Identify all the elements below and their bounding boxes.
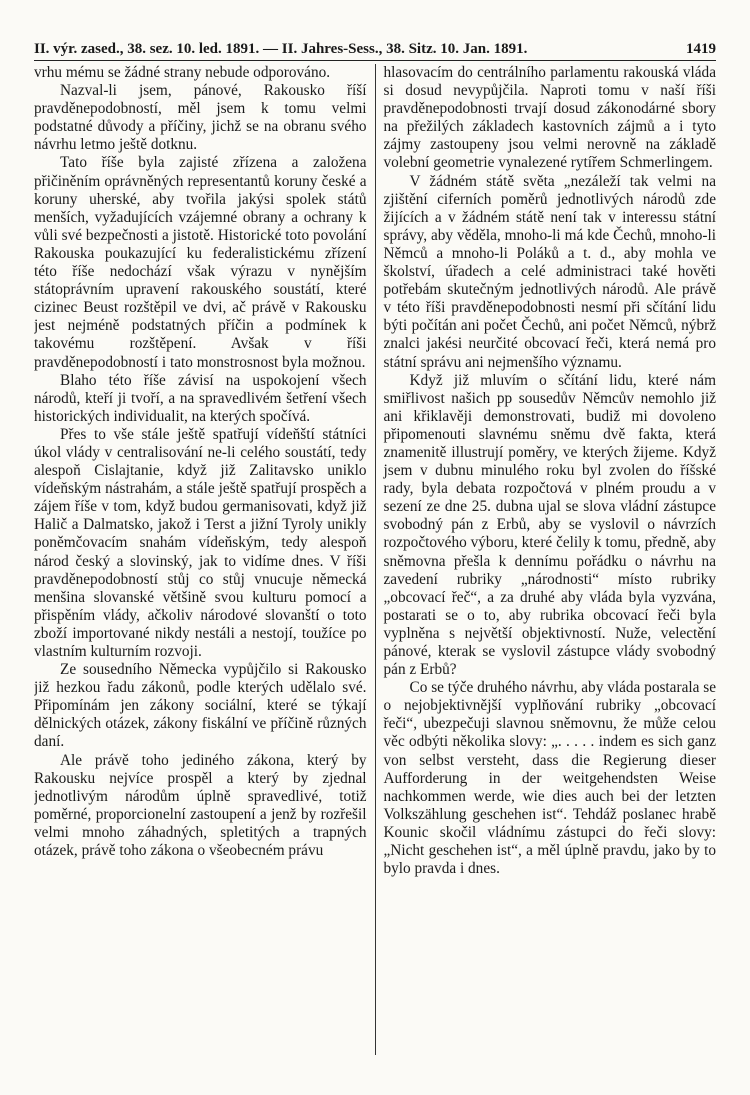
paragraph: Nazval-li jsem, pánové, Rakousko říší pravděnepodobností, měl jsem k tomu velmi podstatné důvody a příčiny, jichž se na obranu svého návrhu letmo ještě dotknu. [34, 82, 367, 154]
text-columns [34, 64, 716, 1055]
left-column [34, 64, 375, 1055]
page-number: 1419 [686, 41, 716, 57]
paragraph: Ale právě toho jediného zákona, který by Rakousku nejvíce prospěl a který by zjednal jednotlivým národům úplně spravedlivé, totiž poměrné, proporcionelní zastoupení a jenž by rozřešil velmi mnoho záhadných, spletitých a trapných otázek, právě toho zákona o všeobecném právu [34, 751, 367, 860]
paragraph: Ze sousedního Německa vypůjčilo si Rakousko již hezkou řadu zákonů, podle kterých udělalo své. Připomínám jen zákony sociální, které se týkají dělnických otázek, zákony fiskální ve příčině různých daní. [34, 661, 367, 751]
right-column [375, 64, 717, 1055]
header-title: II. výr. zased., 38. sez. 10. led. 1891. — II. Jahres-Sess., 38. Sitz. 10. Jan. 1891. [34, 41, 528, 57]
paragraph: Tato říše byla zajisté zřízena a založena přičiněním oprávněných representantů koruny české a koruny uherské, aby tvořila jakýsi spolek států menších, vyžadujících vzájemné obrany a ochrany k vůli své bezpečnosti a jistotě. Historické toto povolání Rakouska poukazující ku federalistickému zřízení této říše nedochází však výrazu v nynějším státoprávním upravení rakouského soustátí, které cizinec Beust rozštěpil ve dvi, ač právě v Rakousku jest nejméně podstatných příčin a podmínek k takovému rozštěpení. Avšak v říši pravděnepodobností i tato monstrosnost byla možnou. [34, 154, 367, 371]
paragraph: Blaho této říše závisí na uspokojení všech národů, kteří ji tvoří, a na spravedlivém šetření všech historických individualit, na kterých spočívá. [34, 371, 367, 425]
paragraph: hlasovacím do centrálního parlamentu rakouská vláda si dosud nevypůjčila. Naproti tomu v naší říši pravděnepodobnosti trvají dosud zákonodárné sbory na přežilých základech kastovních zájmů a i tyto zájmy zastoupeny jsou velmi nerovně na základě volební geometrie vynalezené rytířem Schmerlingem. [383, 64, 716, 172]
paragraph: Co se týče druhého návrhu, aby vláda postarala se o nejobjektivnější vyplňování rubriky „obcovací řeči“, ubezpečuji slavnou sněmovnu, že může celou věc odbýti několika slovy: „. . . . . indem es sich ganz von selbst versteht, dass die Regierung dieser Aufforderung in der weitgehendsten Weise nachkommen werde, wie dies auch bei der letzten Volkszählung geschehen ist“. Tehdáž poslanec hrabě Kounic skočil vládnímu zástupci do řeči slovy: „Nicht geschehen ist“, a měl úplně pravdu, jako by to bylo pravda i dnes. [383, 679, 716, 878]
paragraph: V žádném státě světa „nezáleží tak velmi na zjištění ciferních poměrů jednotlivých národů zde žijících a v žádném státě není tak v interessu státní správy, aby věděla, mnoho-li má kde Čechů, mnoho-li Němců a mnoho-li Poláků a t. d., aby mohla ve školství, úřadech a celé administraci také hověti potřebám skutečným jednotlivých národů. Ale právě v této říši pravděnepodobnosti nesmí při sčítání lidu býti počítán ani počet Čechů, ani počet Němců, nýbrž znalci jakési neurčité obcovací řeči, která nemá pro státní správu ani nejmenšího významu. [383, 172, 716, 371]
page-header [34, 36, 716, 61]
paragraph: vrhu mému se žádné strany nebude odporováno. [34, 64, 331, 81]
paragraph: Když již mluvím o sčítání lidu, které nám smiřlivost našich pp sousedův Němcův nemohlo již ani křiklavěji demonstrovati, budiž mi dovoleno připomenouti slavnému sněmu dvě fakta, která znamenitě illustrují poměry, ve kterých žijeme. Když jsem v dubnu minulého roku byl zvolen do říšské rady, byla debata rozpočtová v plném proudu a v sezení ze dne 25. dubna ujal se slova vládní zástupce svobodný pán z Erbů, aby se vyslovil o návrzích rozpočtového výboru, které čelily k tomu, předně, aby sněmovna přešla k dennímu pořádku o návrhu na zavedení rubriky „národnosti“ místo rubriky „obcovací řeč“, a za druhé aby vláda byla vyzvána, postarati se o to, aby rubrika obcovací řeči byla vyplněna s největší objektivností. Nuže, velectění pánové, kterak se vyslovil zástupce vlády svobodný pán z Erbů? [383, 371, 716, 679]
paragraph: Přes to vše stále ještě spatřují vídeňští státníci úkol vlády v centralisování ne-li celého soustátí, tedy alespoň Cislajtanie, když již Zalitavsko uniklo vídeňským nástrahám, a stále ještě spatřují prospěch a zájem říše v tom, když budou germanisovati, když již Halič a Dalmatsko, jakož i Terst a jižní Tyroly unikly poněmčovacím snahám vídeňským, tedy alespoň národ český a slovinský, jak to vidíme dnes. V říši pravděnepodobností stůj co stůj vnucuje německá menšina slovanské většině svou kulturu pomocí a přispěním vlády, ačkoliv národové slovanští o toto zboží importované nikdy nestáli a nestojí, toužíce po vlastním kulturním rozvoji. [34, 425, 367, 660]
